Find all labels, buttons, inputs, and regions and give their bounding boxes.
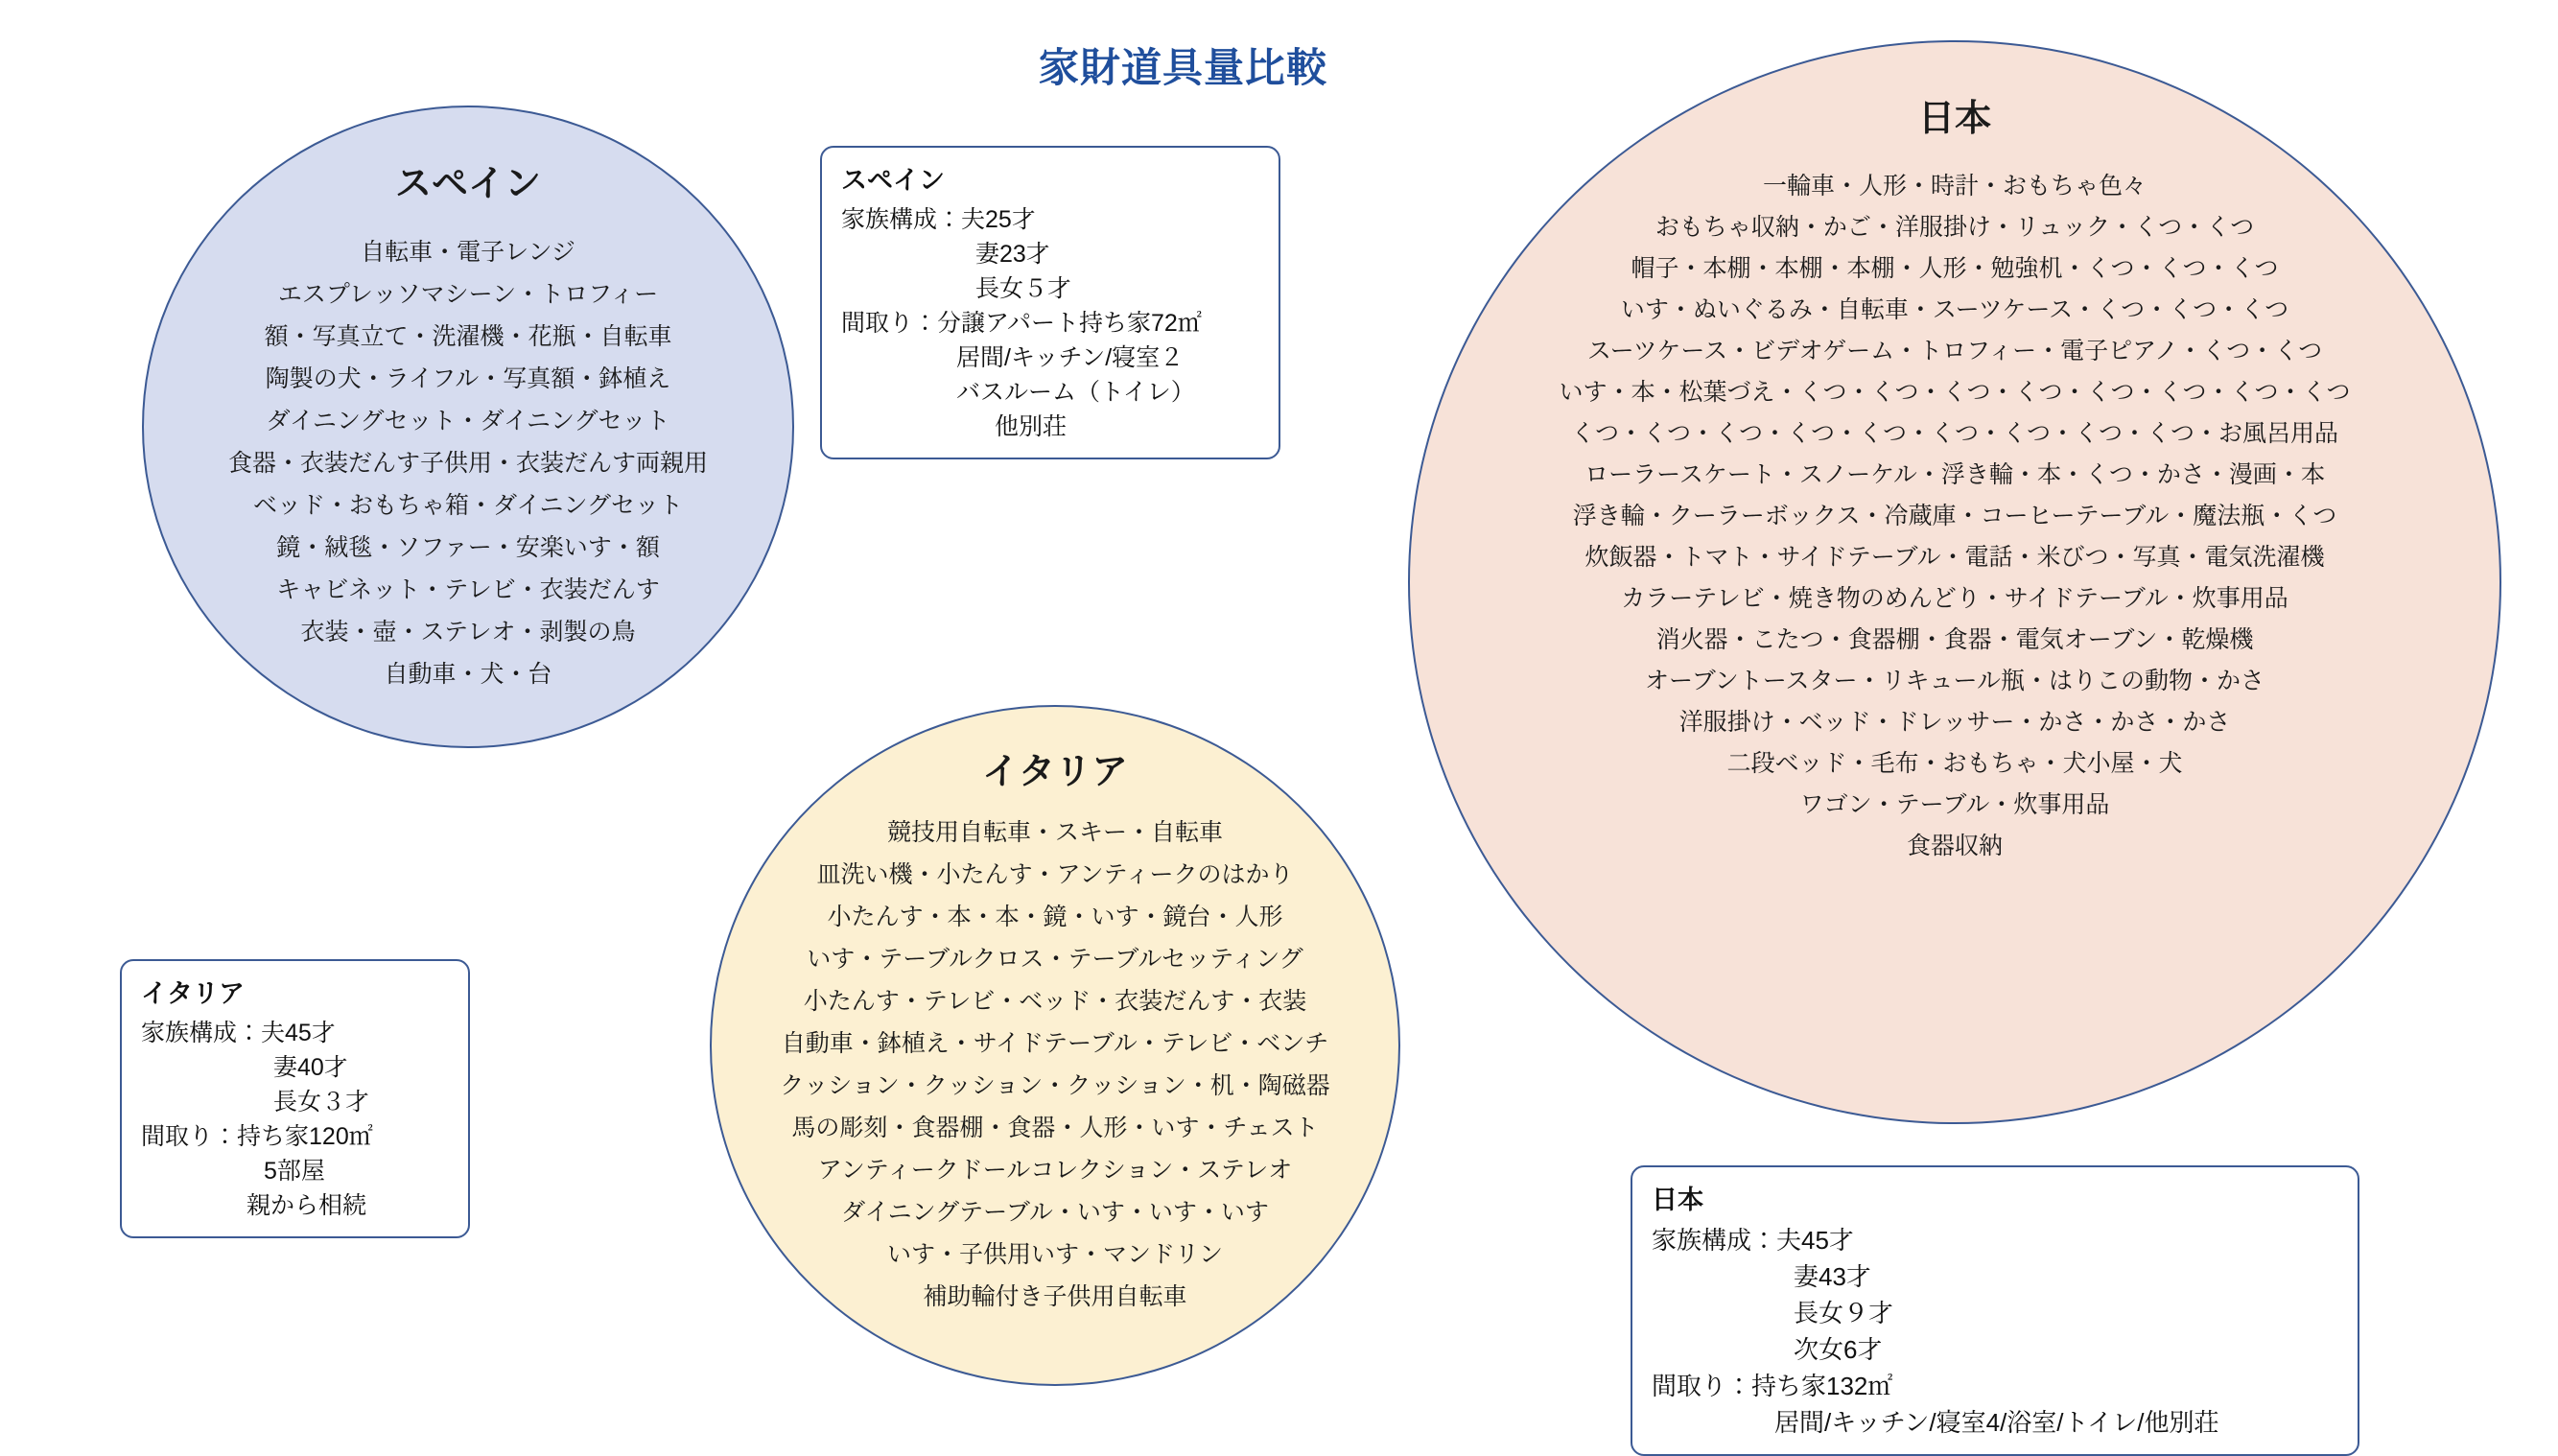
list-item: 競技用自転車・スキー・自転車 bbox=[886, 819, 1223, 846]
infobox-row bbox=[1652, 1368, 2340, 1404]
infobox-value: 妻40才 bbox=[273, 1054, 348, 1081]
list-item: スーツケース・ビデオゲーム・トロフィー・電子ピアノ・くつ・くつ bbox=[1586, 338, 2323, 364]
infobox-row bbox=[841, 271, 1261, 306]
infobox-value: 長女３才 bbox=[273, 1089, 370, 1115]
infobox-label: 間取り： bbox=[1652, 1372, 1752, 1400]
infobox-row bbox=[1652, 1258, 2340, 1295]
infobox-value: 妻23才 bbox=[975, 241, 1050, 268]
infobox-value: 妻43才 bbox=[1794, 1262, 1871, 1291]
infobox-row bbox=[141, 1119, 451, 1154]
list-item: クッション・クッション・クッション・机・陶磁器 bbox=[780, 1072, 1330, 1099]
bubble-spain-items bbox=[228, 231, 708, 695]
infobox-row bbox=[141, 1085, 451, 1119]
list-item: 馬の彫刻・食器棚・食器・人形・いす・チェスト bbox=[791, 1115, 1319, 1141]
infobox-japan-title: 日本 bbox=[1652, 1186, 1703, 1214]
infobox-value: 持ち家132㎡ bbox=[1751, 1372, 1893, 1400]
infobox-value: 居間/キッチン/寝室4/浴室/トイレ/他別荘 bbox=[1774, 1408, 2219, 1437]
infobox-row bbox=[841, 237, 1261, 271]
list-item: くつ・くつ・くつ・くつ・くつ・くつ・くつ・くつ・くつ・お風呂用品 bbox=[1570, 420, 2338, 447]
infobox-row bbox=[141, 1154, 451, 1188]
infobox-value: 居間/キッチン/寝室２ bbox=[956, 344, 1185, 371]
infobox-label: 家族構成： bbox=[1652, 1226, 1777, 1255]
list-item: ダイニングセット・ダイニングセット bbox=[266, 408, 670, 434]
bubble-italy bbox=[710, 705, 1400, 1386]
infobox-label: 間取り： bbox=[841, 310, 938, 337]
list-item: 小たんす・本・本・鏡・いす・鏡台・人形 bbox=[827, 904, 1283, 930]
list-item: いす・子供用いす・マンドリン bbox=[886, 1241, 1223, 1268]
list-item: 自動車・鉢植え・サイドテーブル・テレビ・ベンチ bbox=[781, 1030, 1329, 1057]
list-item: 帽子・本棚・本棚・本棚・人形・勉強机・くつ・くつ・くつ bbox=[1631, 255, 2279, 282]
infobox-value: バスルーム（トイレ） bbox=[956, 379, 1195, 406]
infobox-row bbox=[841, 306, 1261, 341]
bubble-spain bbox=[142, 106, 794, 748]
infobox-italy bbox=[120, 959, 470, 1238]
bubble-italy-title: イタリア bbox=[981, 752, 1128, 792]
infobox-label: 間取り： bbox=[141, 1123, 238, 1150]
infobox-row bbox=[141, 1050, 451, 1085]
infobox-row bbox=[141, 1016, 451, 1050]
infobox-spain-title: スペイン bbox=[841, 166, 945, 195]
infobox-value: 分譲アパート持ち家72㎡ bbox=[937, 310, 1202, 337]
infobox-value: 長女５才 bbox=[975, 275, 1072, 302]
list-item: ベッド・おもちゃ箱・ダイニングセット bbox=[252, 492, 683, 519]
bubble-japan-title: 日本 bbox=[1917, 99, 1991, 139]
list-item: 皿洗い機・小たんす・アンティークのはかり bbox=[816, 861, 1294, 888]
infobox-row bbox=[841, 410, 1261, 444]
infobox-value: 次女6才 bbox=[1794, 1335, 1883, 1364]
list-item: 補助輪付き子供用自転車 bbox=[923, 1283, 1187, 1310]
infobox-italy-title: イタリア bbox=[141, 979, 245, 1008]
bubble-italy-items bbox=[780, 811, 1330, 1318]
infobox-spain bbox=[820, 146, 1280, 459]
list-item: ワゴン・テーブル・炊事用品 bbox=[1799, 791, 2110, 818]
infobox-value: 5部屋 bbox=[264, 1158, 325, 1185]
list-item: 浮き輪・クーラーボックス・冷蔵庫・コーヒーテーブル・魔法瓶・くつ bbox=[1572, 503, 2337, 529]
list-item: 小たんす・テレビ・ベッド・衣装だんす・衣装 bbox=[803, 988, 1307, 1015]
infobox-value: 他別荘 bbox=[995, 413, 1068, 440]
infobox-label: 家族構成： bbox=[841, 206, 962, 233]
infobox-value: 持ち家120㎡ bbox=[237, 1123, 373, 1150]
infobox-row bbox=[1652, 1222, 2340, 1258]
infobox-value: 夫25才 bbox=[961, 206, 1036, 233]
infobox-japan bbox=[1631, 1165, 2359, 1456]
list-item: 自転車・電子レンジ bbox=[361, 239, 575, 266]
list-item: いす・本・松葉づえ・くつ・くつ・くつ・くつ・くつ・くつ・くつ・くつ bbox=[1559, 379, 2351, 406]
list-item: おもちゃ収納・かご・洋服掛け・リュック・くつ・くつ bbox=[1654, 214, 2255, 241]
list-item: いす・テーブルクロス・テーブルセッティング bbox=[807, 946, 1303, 973]
list-item: アンティークドールコレクション・ステレオ bbox=[817, 1157, 1293, 1184]
list-item: 二段ベッド・毛布・おもちゃ・犬小屋・犬 bbox=[1726, 750, 2183, 777]
list-item: 鏡・絨毯・ソファー・安楽いす・額 bbox=[276, 534, 660, 561]
list-item: いす・ぬいぐるみ・自転車・スーツケース・くつ・くつ・くつ bbox=[1620, 296, 2289, 323]
list-item: 額・写真立て・洗濯機・花瓶・自転車 bbox=[264, 323, 672, 350]
list-item: 食器収納 bbox=[1906, 833, 2003, 859]
bubble-japan-items bbox=[1559, 166, 2350, 867]
list-item: 自動車・犬・台 bbox=[384, 661, 552, 688]
infobox-row bbox=[841, 341, 1261, 375]
list-item: ダイニングテーブル・いす・いす・いす bbox=[841, 1199, 1269, 1226]
infobox-row bbox=[841, 202, 1261, 237]
list-item: 洋服掛け・ベッド・ドレッサー・かさ・かさ・かさ bbox=[1678, 709, 2231, 736]
list-item: オーブントースター・リキュール瓶・はりこの動物・かさ bbox=[1644, 668, 2265, 694]
list-item: エスプレッソマシーン・トロフィー bbox=[277, 281, 659, 308]
list-item: カラーテレビ・焼き物のめんどり・サイドテーブル・炊事用品 bbox=[1621, 585, 2288, 612]
list-item: 一輪車・人形・時計・おもちゃ色々 bbox=[1762, 173, 2147, 200]
page-title: 家財道具量比較 bbox=[1038, 45, 1327, 90]
infobox-row bbox=[841, 375, 1261, 410]
list-item: 衣装・壺・ステレオ・剥製の鳥 bbox=[300, 619, 636, 646]
list-item: ローラースケート・スノーケル・浮き輪・本・くつ・かさ・漫画・本 bbox=[1584, 461, 2325, 488]
bubble-spain-title: スペイン bbox=[394, 164, 541, 204]
infobox-value: 夫45才 bbox=[1776, 1226, 1854, 1255]
list-item: キャビネット・テレビ・衣装だんす bbox=[276, 576, 660, 603]
list-item: 食器・衣装だんす子供用・衣装だんす両親用 bbox=[227, 450, 708, 477]
list-item: 炊飯器・トマト・サイドテーブル・電話・米びつ・写真・電気洗濯機 bbox=[1584, 544, 2325, 571]
infobox-row bbox=[1652, 1404, 2340, 1441]
infobox-value: 長女９才 bbox=[1794, 1299, 1894, 1327]
infobox-value: 夫45才 bbox=[261, 1020, 336, 1046]
infobox-value: 親から相続 bbox=[246, 1192, 367, 1219]
bubble-japan bbox=[1408, 40, 2501, 1124]
infobox-label: 家族構成： bbox=[141, 1020, 262, 1046]
infobox-row bbox=[1652, 1331, 2340, 1368]
list-item: 陶製の犬・ライフル・写真額・鉢植え bbox=[265, 365, 671, 392]
infobox-row bbox=[1652, 1295, 2340, 1331]
infobox-row bbox=[141, 1188, 451, 1223]
list-item: 消火器・こたつ・食器棚・食器・電気オーブン・乾燥機 bbox=[1655, 626, 2254, 653]
